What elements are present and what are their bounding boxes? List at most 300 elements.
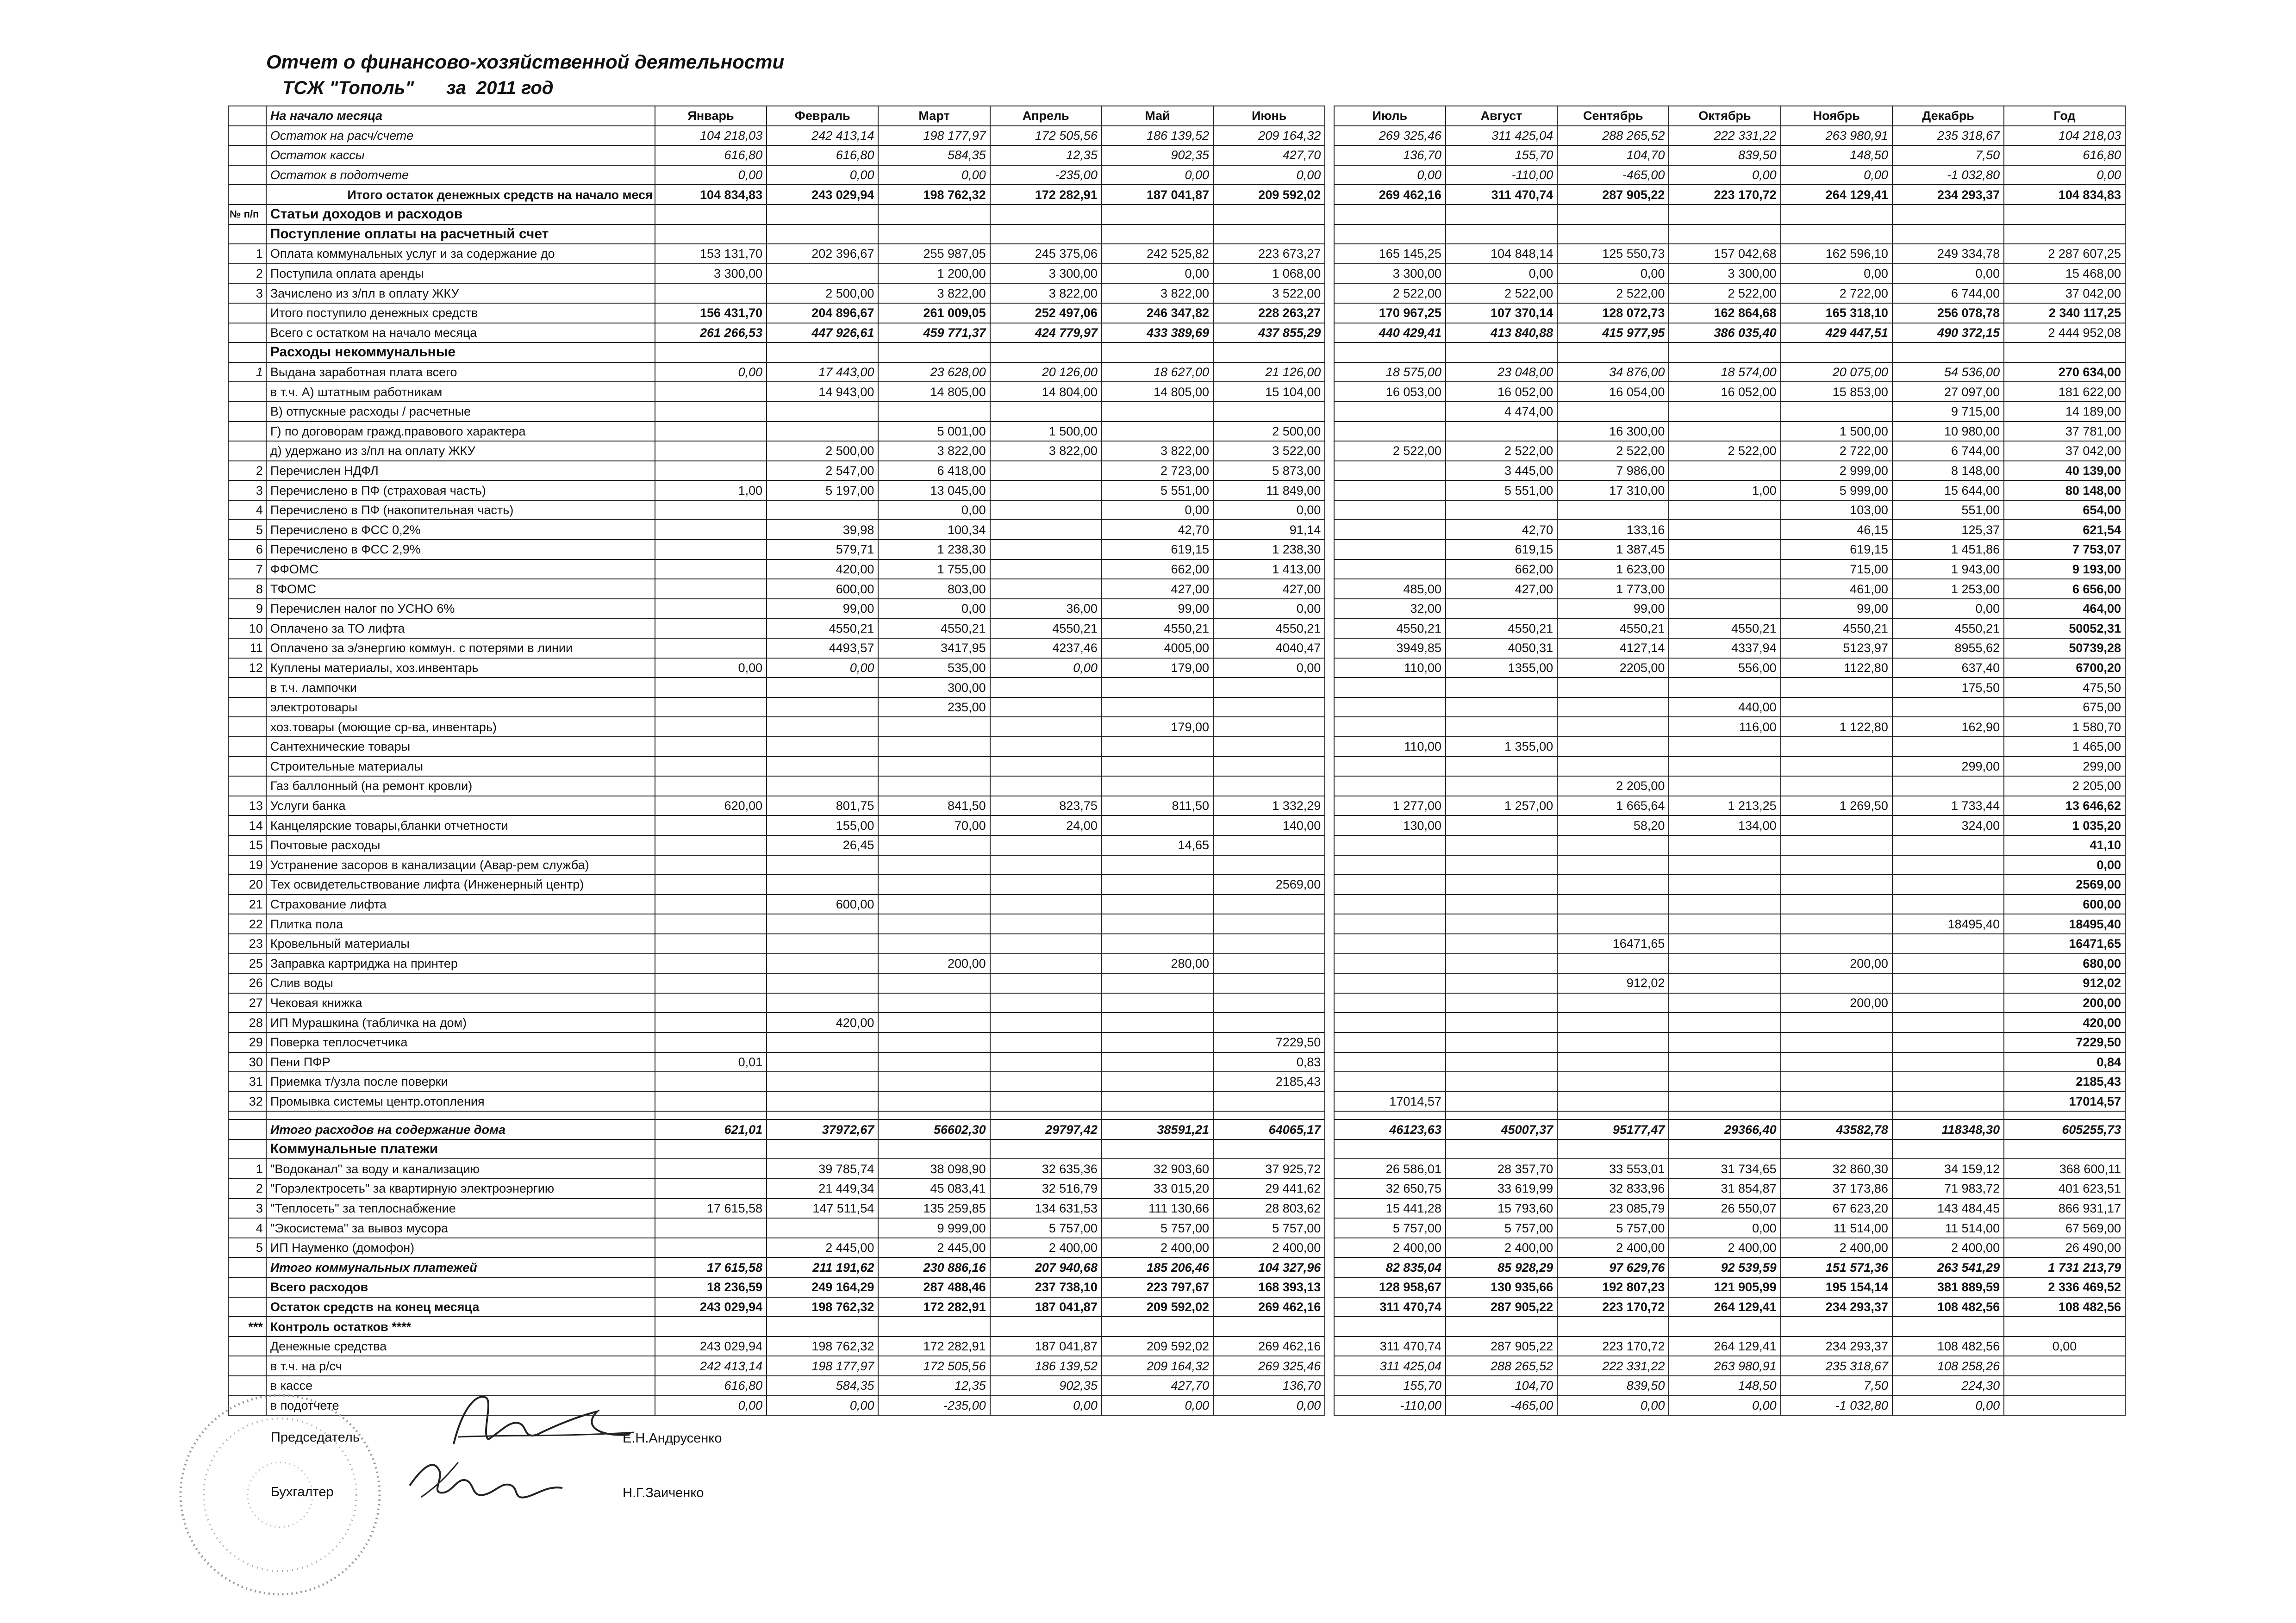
value-cell: 427,00	[1102, 579, 1213, 599]
value-cell: 170 967,25	[1334, 303, 1446, 323]
value-cell	[990, 737, 1102, 757]
value-cell: 1 122,80	[1781, 717, 1892, 737]
spacer-cell	[990, 1111, 1102, 1119]
table-row	[228, 1119, 2125, 1139]
value-cell: 223 673,27	[1213, 244, 1325, 264]
value-cell: 5 757,00	[1557, 1218, 1669, 1238]
report-title: Отчет о финансово-хозяйственной деятельности	[266, 51, 785, 73]
value-cell	[1892, 224, 2004, 244]
table-row	[228, 717, 2125, 737]
table-row	[228, 323, 2125, 343]
value-cell: 17 615,58	[655, 1257, 767, 1277]
finance-table-body	[228, 106, 2125, 1415]
value-cell	[655, 1238, 767, 1258]
value-cell: 172 505,56	[878, 1356, 990, 1376]
value-cell	[1669, 224, 1780, 244]
value-cell: 3 300,00	[1334, 264, 1446, 284]
value-cell: 2 400,00	[990, 1238, 1102, 1258]
value-cell	[1892, 1052, 2004, 1072]
value-cell: 2 205,00	[1557, 776, 1669, 796]
value-cell	[1334, 342, 1446, 362]
value-cell	[1892, 875, 2004, 895]
value-cell	[878, 737, 990, 757]
value-cell: 803,00	[878, 579, 990, 599]
row-number	[228, 323, 266, 343]
value-cell: 4550,21	[1446, 618, 1557, 638]
value-cell: 264 129,41	[1669, 1297, 1780, 1317]
value-cell: 287 488,46	[878, 1277, 990, 1297]
value-cell: 32 516,79	[990, 1179, 1102, 1199]
year-total-cell: 0,00	[2004, 165, 2125, 185]
value-cell	[655, 855, 767, 875]
row-label: "Водоканал" за воду и канализацию	[266, 1159, 655, 1179]
row-number	[228, 224, 266, 244]
value-cell: 234 293,37	[1781, 1297, 1892, 1317]
value-cell: 440,00	[1669, 697, 1780, 717]
table-row	[228, 441, 2125, 461]
value-cell: 485,00	[1334, 579, 1446, 599]
value-cell	[1446, 1013, 1557, 1032]
value-cell	[1102, 855, 1213, 875]
value-cell: 7 986,00	[1557, 461, 1669, 481]
year-total-cell: 2569,00	[2004, 875, 2125, 895]
year-total-cell: 108 482,56	[2004, 1297, 2125, 1317]
value-cell: 311 470,74	[1334, 1337, 1446, 1356]
value-cell: 7,50	[1781, 1376, 1892, 1396]
value-cell	[990, 1092, 1102, 1112]
value-cell	[1669, 520, 1780, 540]
column-gap	[1325, 382, 1334, 402]
row-label: Перечислено в ФСС 0,2%	[266, 520, 655, 540]
row-label: Расходы некоммунальные	[266, 342, 655, 362]
value-cell	[1446, 1072, 1557, 1092]
value-cell	[1446, 1139, 1557, 1159]
value-cell	[1446, 1052, 1557, 1072]
value-cell	[1892, 342, 2004, 362]
value-cell: 31 734,65	[1669, 1159, 1780, 1179]
header-cell-month: Октябрь	[1669, 106, 1780, 126]
value-cell	[990, 1072, 1102, 1092]
value-cell: 415 977,95	[1557, 323, 1669, 343]
table-row	[228, 618, 2125, 638]
value-cell: 3 522,00	[1213, 283, 1325, 303]
value-cell: 172 505,56	[990, 126, 1102, 146]
value-cell	[1892, 993, 2004, 1013]
accountant-name: Н.Г.Заиченко	[623, 1486, 704, 1500]
value-cell: 5 757,00	[1334, 1218, 1446, 1238]
value-cell	[1781, 1092, 1892, 1112]
value-cell	[1446, 934, 1557, 954]
row-number: 1	[228, 362, 266, 382]
table-row	[228, 165, 2125, 185]
value-cell	[655, 1072, 767, 1092]
value-cell: 616,80	[767, 145, 878, 165]
value-cell	[1213, 954, 1325, 974]
column-gap	[1325, 126, 1334, 146]
table-row	[228, 1092, 2125, 1112]
value-cell: -110,00	[1446, 165, 1557, 185]
value-cell	[655, 1013, 767, 1032]
row-number: 5	[228, 520, 266, 540]
value-cell	[1781, 835, 1892, 855]
row-label: в подотчете	[266, 1396, 655, 1416]
value-cell	[655, 697, 767, 717]
value-cell	[990, 855, 1102, 875]
value-cell: 34 876,00	[1557, 362, 1669, 382]
column-gap	[1325, 618, 1334, 638]
value-cell	[1102, 934, 1213, 954]
value-cell: 311 425,04	[1334, 1356, 1446, 1376]
value-cell	[1892, 973, 2004, 993]
value-cell	[1213, 224, 1325, 244]
year-total-cell: 680,00	[2004, 954, 2125, 974]
value-cell: 38591,21	[1102, 1119, 1213, 1139]
value-cell: 420,00	[767, 560, 878, 579]
value-cell: 620,00	[655, 796, 767, 816]
org-name: ТСЖ "Тополь"	[282, 78, 414, 98]
value-cell: 140,00	[1213, 815, 1325, 835]
column-gap	[1325, 264, 1334, 284]
row-label: в кассе	[266, 1376, 655, 1396]
value-cell: 155,00	[767, 815, 878, 835]
value-cell: 4050,31	[1446, 638, 1557, 658]
row-label: Тех освидетельствование лифта (Инженерный центр)	[266, 875, 655, 895]
value-cell: 15 793,60	[1446, 1199, 1557, 1219]
row-number: 8	[228, 579, 266, 599]
value-cell: 288 265,52	[1557, 126, 1669, 146]
row-label: Поступление оплаты на расчетный счет	[266, 224, 655, 244]
value-cell	[655, 1317, 767, 1337]
value-cell: 616,80	[655, 145, 767, 165]
value-cell	[1446, 717, 1557, 737]
value-cell: 234 293,37	[1892, 185, 2004, 205]
value-cell: 249 164,29	[767, 1277, 878, 1297]
value-cell: 269 462,16	[1213, 1297, 1325, 1317]
value-cell	[1669, 1092, 1780, 1112]
value-cell: 104 848,14	[1446, 244, 1557, 264]
value-cell: 269 462,16	[1334, 185, 1446, 205]
value-cell	[1781, 205, 1892, 224]
value-cell: 162 596,10	[1781, 244, 1892, 264]
value-cell: 2 500,00	[1213, 422, 1325, 442]
year-total-cell: 0,00	[2004, 1337, 2125, 1356]
value-cell: 2 522,00	[1334, 283, 1446, 303]
value-cell: 263 980,91	[1669, 1356, 1780, 1376]
value-cell: 175,50	[1892, 678, 2004, 697]
table-row	[228, 835, 2125, 855]
table-row	[228, 1072, 2125, 1092]
value-cell	[655, 540, 767, 560]
row-label: электротовары	[266, 697, 655, 717]
table-row	[228, 283, 2125, 303]
value-cell: 155,70	[1334, 1376, 1446, 1396]
year-total-cell	[2004, 1396, 2125, 1416]
spacer-cell	[1557, 1111, 1669, 1119]
value-cell	[1213, 1317, 1325, 1337]
value-cell: 37 925,72	[1213, 1159, 1325, 1179]
value-cell	[1446, 875, 1557, 895]
row-number	[228, 1297, 266, 1317]
value-cell	[990, 717, 1102, 737]
row-label: Итого коммунальных платежей	[266, 1257, 655, 1277]
table-row	[228, 264, 2125, 284]
value-cell: 841,50	[878, 796, 990, 816]
header-cell-month: Апрель	[990, 106, 1102, 126]
value-cell	[990, 1032, 1102, 1052]
value-cell: 36,00	[990, 599, 1102, 619]
value-cell	[767, 914, 878, 934]
row-number	[228, 697, 266, 717]
value-cell: 902,35	[1102, 145, 1213, 165]
value-cell: 15 853,00	[1781, 382, 1892, 402]
value-cell	[655, 835, 767, 855]
value-cell	[1334, 697, 1446, 717]
row-label: Чековая книжка	[266, 993, 655, 1013]
value-cell	[1334, 461, 1446, 481]
value-cell: 23 048,00	[1446, 362, 1557, 382]
value-cell	[655, 205, 767, 224]
value-cell: 155,70	[1446, 145, 1557, 165]
value-cell: 14 804,00	[990, 382, 1102, 402]
value-cell: 0,00	[990, 1396, 1102, 1416]
value-cell	[1892, 1072, 2004, 1092]
value-cell	[1102, 973, 1213, 993]
value-cell: 195 154,14	[1781, 1277, 1892, 1297]
value-cell: 26 586,01	[1334, 1159, 1446, 1179]
value-cell	[1213, 895, 1325, 914]
column-gap	[1325, 1297, 1334, 1317]
value-cell: 110,00	[1334, 658, 1446, 678]
year-total-cell: 621,54	[2004, 520, 2125, 540]
header-cell-month: Март	[878, 106, 990, 126]
value-cell	[1781, 875, 1892, 895]
table-row	[228, 895, 2125, 914]
value-cell: 300,00	[878, 678, 990, 697]
value-cell: 136,70	[1213, 1376, 1325, 1396]
value-cell	[1213, 342, 1325, 362]
value-cell	[1781, 934, 1892, 954]
table-row	[228, 1238, 2125, 1258]
value-cell	[1102, 697, 1213, 717]
row-number	[228, 441, 266, 461]
value-cell: 1 451,86	[1892, 540, 2004, 560]
value-cell: 715,00	[1781, 560, 1892, 579]
value-cell: 31 854,87	[1669, 1179, 1780, 1199]
value-cell	[1669, 855, 1780, 875]
table-row	[228, 1317, 2125, 1337]
value-cell: 209 592,02	[1213, 185, 1325, 205]
value-cell	[1669, 954, 1780, 974]
table-row	[228, 1199, 2125, 1219]
value-cell: 242 413,14	[767, 126, 878, 146]
table-row	[228, 1257, 2125, 1277]
spacer-cell	[1446, 1111, 1557, 1119]
value-cell: 43582,78	[1781, 1119, 1892, 1139]
value-cell	[1557, 993, 1669, 1013]
value-cell: 5 197,00	[767, 480, 878, 500]
value-cell	[1669, 500, 1780, 520]
value-cell: 5 873,00	[1213, 461, 1325, 481]
value-cell	[1557, 342, 1669, 362]
value-cell: 269 325,46	[1213, 1356, 1325, 1376]
row-label: "Горэлектросеть" за квартирную электроэнергию	[266, 1179, 655, 1199]
year-total-cell: 15 468,00	[2004, 264, 2125, 284]
value-cell: 10 980,00	[1892, 422, 2004, 442]
value-cell: 4337,94	[1669, 638, 1780, 658]
year-total-cell: 1 035,20	[2004, 815, 2125, 835]
value-cell: 9 715,00	[1892, 402, 2004, 422]
value-cell	[655, 520, 767, 540]
value-cell: 0,00	[878, 165, 990, 185]
column-gap	[1325, 835, 1334, 855]
value-cell	[1669, 1072, 1780, 1092]
year-total-cell: 181 622,00	[2004, 382, 2125, 402]
row-number: 29	[228, 1032, 266, 1052]
value-cell: 424 779,97	[990, 323, 1102, 343]
value-cell	[655, 1032, 767, 1052]
value-cell: 235 318,67	[1892, 126, 2004, 146]
column-gap	[1325, 283, 1334, 303]
value-cell: 2 445,00	[878, 1238, 990, 1258]
row-number: 2	[228, 461, 266, 481]
value-cell: 4550,21	[1892, 618, 2004, 638]
value-cell: 28 357,70	[1446, 1159, 1557, 1179]
value-cell	[990, 1317, 1102, 1337]
value-cell	[1334, 560, 1446, 579]
column-gap	[1325, 796, 1334, 816]
table-row	[228, 1277, 2125, 1297]
value-cell: 839,50	[1557, 1376, 1669, 1396]
value-cell: 34 159,12	[1892, 1159, 2004, 1179]
row-label: в т.ч. лампочки	[266, 678, 655, 697]
value-cell: -1 032,80	[1781, 1396, 1892, 1416]
year-total-cell: 1 731 213,79	[2004, 1257, 2125, 1277]
year-total-cell: 475,50	[2004, 678, 2125, 697]
value-cell: 2 400,00	[1557, 1238, 1669, 1258]
value-cell	[655, 283, 767, 303]
value-cell: 16 052,00	[1669, 382, 1780, 402]
value-cell	[1892, 737, 2004, 757]
column-gap	[1325, 461, 1334, 481]
value-cell: 1 355,00	[1446, 737, 1557, 757]
year-total-cell: 6 656,00	[2004, 579, 2125, 599]
value-cell: 0,00	[767, 165, 878, 185]
value-cell: -465,00	[1446, 1396, 1557, 1416]
value-cell	[655, 500, 767, 520]
value-cell: 8 148,00	[1892, 461, 2004, 481]
value-cell	[1213, 914, 1325, 934]
value-cell	[990, 757, 1102, 777]
value-cell: 38 098,90	[878, 1159, 990, 1179]
row-label: Поверка теплосчетчика	[266, 1032, 655, 1052]
value-cell	[878, 895, 990, 914]
value-cell: 0,00	[655, 362, 767, 382]
value-cell: 42,70	[1446, 520, 1557, 540]
value-cell	[1557, 954, 1669, 974]
value-cell: 261 266,53	[655, 323, 767, 343]
value-cell: 125,37	[1892, 520, 2004, 540]
value-cell: 1,00	[1669, 480, 1780, 500]
value-cell	[1334, 954, 1446, 974]
value-cell	[878, 402, 990, 422]
value-cell: 1 200,00	[878, 264, 990, 284]
value-cell: 148,50	[1781, 145, 1892, 165]
value-cell: 14,65	[1102, 835, 1213, 855]
value-cell: 9 999,00	[878, 1218, 990, 1238]
value-cell	[990, 973, 1102, 993]
value-cell: 381 889,59	[1892, 1277, 2004, 1297]
row-number: 6	[228, 540, 266, 560]
value-cell	[1669, 560, 1780, 579]
row-number	[228, 422, 266, 442]
column-gap	[1325, 1052, 1334, 1072]
value-cell: 3 522,00	[1213, 441, 1325, 461]
spacer-cell	[1669, 1111, 1780, 1119]
value-cell: 121 905,99	[1669, 1277, 1780, 1297]
value-cell: 156 431,70	[655, 303, 767, 323]
value-cell	[767, 1092, 878, 1112]
value-cell	[1781, 815, 1892, 835]
value-cell	[1669, 461, 1780, 481]
value-cell: 198 177,97	[878, 126, 990, 146]
value-cell: 3949,85	[1334, 638, 1446, 658]
row-label: Коммунальные платежи	[266, 1139, 655, 1159]
value-cell: 1 213,25	[1669, 796, 1780, 816]
value-cell: 32,00	[1334, 599, 1446, 619]
table-row	[228, 914, 2125, 934]
value-cell: 619,15	[1102, 540, 1213, 560]
value-cell: 3 822,00	[1102, 441, 1213, 461]
year-total-cell: 37 042,00	[2004, 441, 2125, 461]
value-cell	[655, 560, 767, 579]
table-row	[228, 1052, 2125, 1072]
column-gap	[1325, 1337, 1334, 1356]
value-cell: 2 999,00	[1781, 461, 1892, 481]
value-cell	[767, 993, 878, 1013]
column-gap	[1325, 776, 1334, 796]
row-label: Статьи доходов и расходов	[266, 205, 655, 224]
value-cell: 619,15	[1781, 540, 1892, 560]
value-cell: 5 001,00	[878, 422, 990, 442]
value-cell: 0,00	[1669, 1218, 1780, 1238]
value-cell: 0,00	[1213, 1396, 1325, 1416]
value-cell: 4550,21	[1557, 618, 1669, 638]
value-cell	[655, 914, 767, 934]
year-total-cell: 420,00	[2004, 1013, 2125, 1032]
value-cell	[1213, 697, 1325, 717]
value-cell: 5 999,00	[1781, 480, 1892, 500]
value-cell	[1781, 757, 1892, 777]
value-cell: 104 327,96	[1213, 1257, 1325, 1277]
column-gap	[1325, 480, 1334, 500]
value-cell: 200,00	[1781, 993, 1892, 1013]
value-cell	[1334, 717, 1446, 737]
value-cell: 12,35	[878, 1376, 990, 1396]
value-cell: 584,35	[767, 1376, 878, 1396]
table-row	[228, 244, 2125, 264]
value-cell	[655, 776, 767, 796]
value-cell: 17 615,58	[655, 1199, 767, 1219]
value-cell	[1446, 815, 1557, 835]
value-cell	[1446, 855, 1557, 875]
column-gap	[1325, 914, 1334, 934]
period-prefix: за	[446, 78, 466, 98]
value-cell	[878, 1013, 990, 1032]
table-row	[228, 1139, 2125, 1159]
value-cell: 2 522,00	[1557, 283, 1669, 303]
row-number: 22	[228, 914, 266, 934]
year-total-cell: 2 287 607,25	[2004, 244, 2125, 264]
